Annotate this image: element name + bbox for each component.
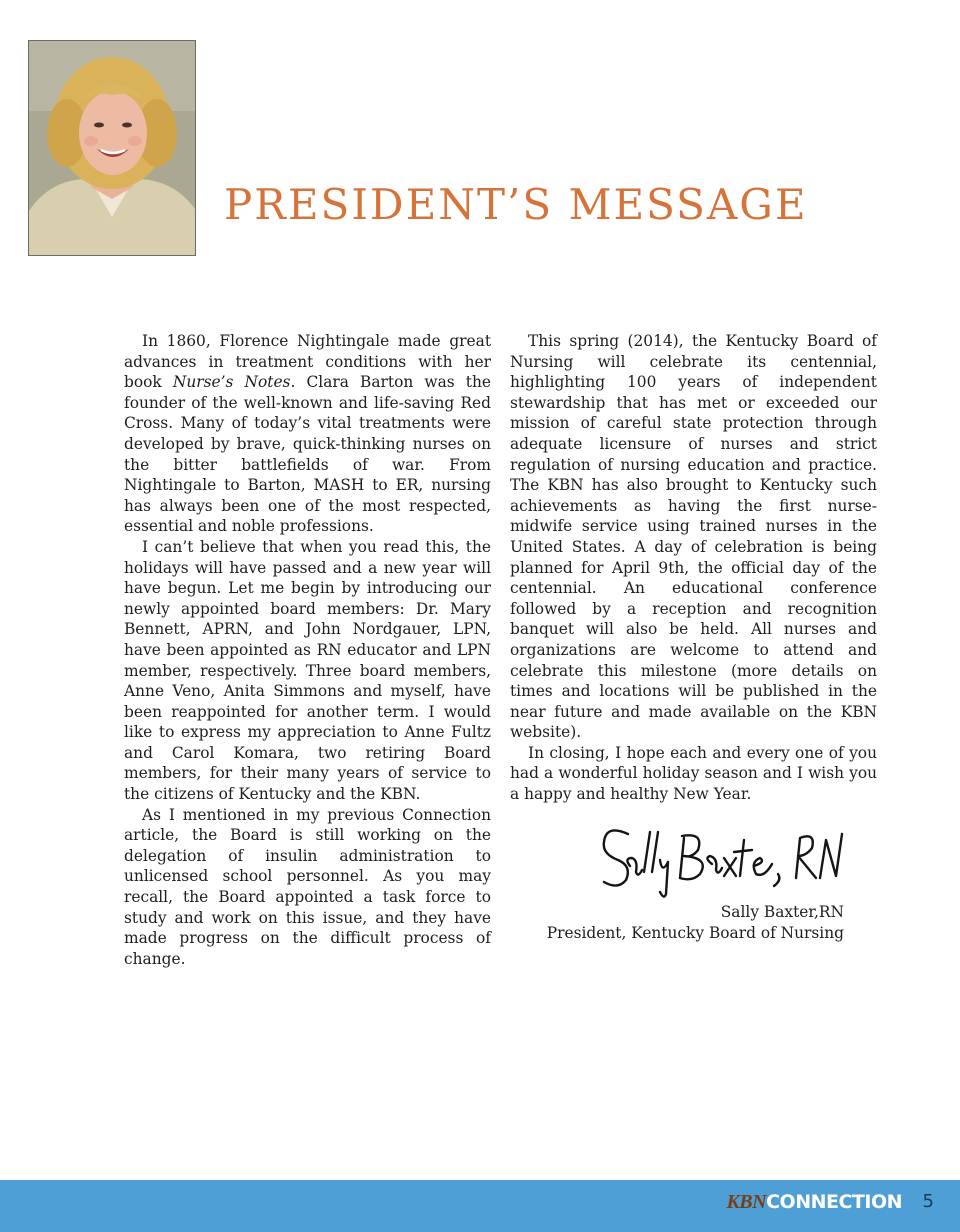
page-number: 5	[922, 1191, 934, 1212]
article-right-column	[510, 331, 877, 805]
logo-kbn: KBN	[726, 1191, 767, 1213]
logo-connection: CONNECTION	[766, 1191, 902, 1213]
page-title: PRESIDENT’S MESSAGE	[224, 180, 808, 229]
publication-logo	[726, 1191, 902, 1214]
article-paragraph: This spring (2014), the Kentucky Board of Nursing will celebrate its centennial, highlighting 100 years of independent stewardship that has met or exceeded our mission of careful state protection through adequate licensure of nurses and strict regulation of nursing education and practice. The KBN has also brought to Kentucky such achievements as having the first nurse-midwife service using trained nurses in the United States. A day of celebration is being planned for April 9th, the official day of the centennial. An educational conference followed by a reception and recognition banquet will also be held. All nurses and organizations are welcome to attend and celebrate this milestone (more details on times and locations will be published in the near future and made available on the KBN website).	[510, 332, 877, 742]
portrait-illustration	[29, 41, 195, 255]
signature-block	[540, 820, 844, 943]
signer-title: President, Kentucky Board of Nursing	[546, 923, 844, 942]
article-paragraph: As I mentioned in my previous Connection article, the Board is still working on the delegation of insulin administration to unlicensed school personnel. As you may recall, the Board appointed a task force to study and work on this issue, and they have made progress on the difficult process of change.	[124, 805, 491, 968]
article-paragraph	[124, 331, 491, 537]
book-title: Nurse’s Notes	[172, 373, 291, 392]
paragraph-text: . Clara Barton was the founder of the well-known and life-saving Red Cross. Many of today’s vital treatments were developed by brave, quick-thinking nurses on the bitter battlefields of war. From Nightingale to Barton, MASH to ER, nursing has always been one of the most respected, essential and noble professions.	[124, 373, 491, 536]
article-paragraph: I can’t believe that when you read this, the holidays will have passed and a new year will have begun. Let me begin by introducing our newly appointed board members: Dr. Mary Bennett, APRN, and John Nordgauer, LPN, have been appointed as RN educator and LPN member, respectively. Three board members, Anne Veno, Anita Simmons and myself, have been reappointed for another term. I would like to express my appreciation to Anne Fultz and Carol Komara, two retiring Board members, for their many years of service to the citizens of Kentucky and the KBN.	[124, 537, 491, 804]
footer-bar	[0, 1180, 960, 1232]
president-photo	[28, 40, 196, 256]
article-paragraph: In closing, I hope each and every one of you had a wonderful holiday season and I wish you a happy and healthy New Year.	[510, 743, 877, 804]
handwritten-signature	[596, 820, 846, 900]
signer-name: Sally Baxter,RN	[720, 903, 844, 921]
paragraph-text: In 1860, Florence Nightingale made great advances in treatment conditions with her book	[124, 332, 491, 392]
article-left-column	[124, 331, 491, 969]
